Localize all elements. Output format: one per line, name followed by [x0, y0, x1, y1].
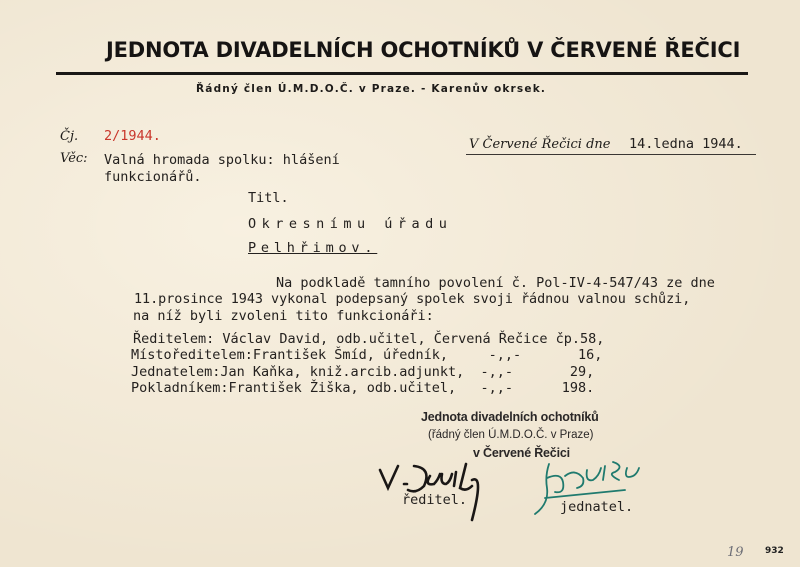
- place-label: V Červené Řečici dne: [469, 137, 611, 152]
- pencil-number: 19: [727, 545, 744, 560]
- officer-row: [131, 364, 594, 380]
- body-line-3: na níž byli zvoleni tito funkcionáři:: [133, 308, 434, 324]
- officer-role: Místoředitelem:: [131, 347, 253, 363]
- letter-date: 14.ledna 1944.: [629, 136, 743, 152]
- letterhead-title: JEDNOTA DIVADELNÍCH OCHOTNÍKŮ V ČERVENÉ ŘEČICI: [106, 38, 741, 62]
- letterhead-subtitle: Řádný člen Ú.M.D.O.Č. v Praze. - Karenův okrsek.: [196, 83, 547, 95]
- officer-details: František Žiška, odb.učitel, -,,- 198.: [228, 380, 595, 396]
- officer-role: Ředitelem:: [133, 331, 215, 347]
- addressee-office: Okresnímu úřadu: [248, 216, 453, 232]
- officer-role: Pokladníkem:: [131, 380, 229, 396]
- secretary-signature: [535, 458, 665, 528]
- date-underline: [466, 154, 756, 155]
- director-title: ředitel.: [402, 492, 468, 508]
- addressee-title: Titl.: [248, 190, 289, 206]
- officer-row: [133, 331, 604, 347]
- officer-details: Václav David, odb.učitel, Červená Řečice čp.58,: [222, 331, 605, 347]
- body-line-1: Na podkladě tamního povolení č. Pol-IV-4-547/43 ze dne: [276, 275, 715, 291]
- secretary-title: jednatel.: [560, 499, 634, 515]
- letterhead-rule: [56, 72, 748, 75]
- cj-value: 2/1944.: [104, 128, 161, 144]
- officer-details: František Šmíd, úředník, -,,- 16,: [252, 347, 603, 363]
- stamp-line-1: Jednota divadelních ochotníků: [421, 410, 599, 424]
- addressee-city: Pelhřimov.: [248, 240, 378, 256]
- director-signature: [370, 458, 520, 518]
- officer-row: [131, 347, 602, 363]
- officer-role: Jednatelem:: [131, 364, 221, 380]
- subject-line-1: Valná hromada spolku: hlášení: [104, 152, 340, 168]
- archive-number: 932: [765, 546, 784, 556]
- stamp-line-2: (řádný člen Ú.M.D.O.Č. v Praze): [428, 429, 594, 441]
- vec-label: Věc:: [60, 151, 88, 166]
- subject-line-2: funkcionářů.: [104, 169, 202, 185]
- officer-row: [131, 380, 594, 396]
- officer-details: Jan Kaňka, kniž.arcib.adjunkt, -,,- 29,: [220, 364, 595, 380]
- stamp-line-3: v Červené Řečici: [473, 446, 570, 460]
- cj-label: Čj.: [60, 129, 79, 144]
- body-line-2: 11.prosince 1943 vykonal podepsaný spolek svoji řádnou valnou schůzi,: [134, 292, 691, 307]
